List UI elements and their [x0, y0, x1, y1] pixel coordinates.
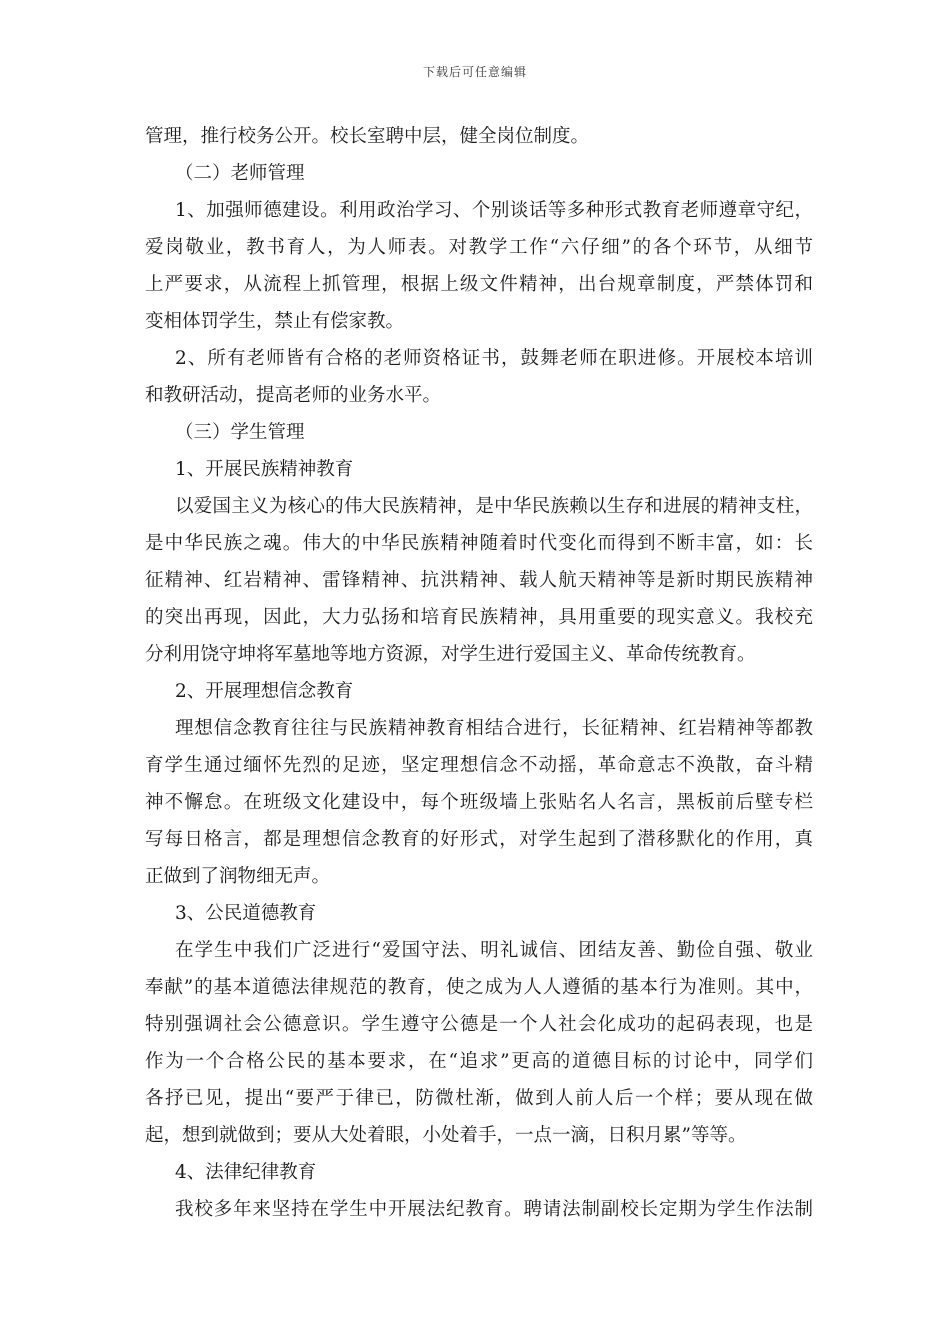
text-line: 以爱国主义为核心的伟大民族精神，是中华民族赖以生存和进展的精神支柱， — [175, 496, 813, 517]
text-line: 理想信念教育往往与民族精神教育相结合进行，长征精神、红岩精神等都教 — [175, 718, 813, 739]
text-line: 和教研活动，提高老师的业务水平。 — [145, 385, 442, 406]
text-line: 3、公民道德教育 — [175, 903, 317, 924]
text-line: 1、加强师德建设。利用政治学习、个别谈话等多种形式教育老师遵章守纪， — [175, 200, 813, 221]
page-header: 下载后可任意编辑 — [422, 65, 527, 79]
text-line: 征精神、红岩精神、雷锋精神、抗洪精神、载人航天精神等是新时期民族精神 — [145, 570, 813, 591]
text-line: 各抒已见，提出“要严于律已，防微杜渐，做到人前人后一个样；要从现在做 — [145, 1088, 813, 1109]
text-line: 管理，推行校务公开。校长室聘中层，健全岗位制度。 — [145, 126, 590, 147]
text-line: 我校多年来坚持在学生中开展法纪教育。聘请法制副校长定期为学生作法制 — [175, 1199, 813, 1220]
text-line: 育学生通过缅怀先烈的足迹，坚定理想信念不动摇，革命意志不涣散，奋斗精 — [145, 755, 813, 776]
text-line: 写每日格言，都是理想信念教育的好形式，对学生起到了潜移默化的作用，真 — [145, 829, 813, 850]
text-line: 爱岗敬业，教书育人，为人师表。对教学工作“六仔细”的各个环节，从细节 — [145, 237, 813, 258]
text-line: 上严要求，从流程上抓管理，根据上级文件精神，出台规章制度，严禁体罚和 — [145, 274, 813, 295]
text-line: 1、开展民族精神教育 — [175, 459, 354, 480]
text-line: 在学生中我们广泛进行“爱国守法、明礼诚信、团结友善、勤俭自强、敬业 — [175, 940, 813, 961]
text-line: 起，想到就做到；要从大处着眼，小处着手，一点一滴，日积月累”等等。 — [145, 1125, 747, 1146]
text-line: 正做到了润物细无声。 — [145, 866, 331, 887]
text-line: 2、开展理想信念教育 — [175, 681, 354, 702]
text-line: 作为一个合格公民的基本要求，在“追求”更高的道德目标的讨论中，同学们 — [145, 1051, 813, 1072]
text-line: 变相体罚学生，禁止有偿家教。 — [145, 311, 405, 332]
text-line: （三）学生管理 — [175, 422, 305, 443]
text-line: 神不懈怠。在班级文化建设中，每个班级墙上张贴名人名言，黑板前后壁专栏 — [145, 792, 813, 813]
text-line: 的突出再现，因此，大力弘扬和培育民族精神，具用重要的现实意义。我校充 — [145, 607, 813, 628]
text-line: （二）老师管理 — [175, 163, 305, 184]
text-line: 2、所有老师皆有合格的老师资格证书，鼓舞老师在职进修。开展校本培训 — [175, 348, 813, 369]
text-line: 奉献”的基本道德法律规范的教育，使之成为人人遵循的基本行为准则。其中， — [145, 977, 813, 998]
text-line: 分利用饶守坤将军墓地等地方资源，对学生进行爱国主义、革命传统教育。 — [145, 644, 756, 665]
text-line: 4、法律纪律教育 — [175, 1162, 317, 1183]
text-line: 是中华民族之魂。伟大的中华民族精神随着时代变化而得到不断丰富，如：长 — [145, 533, 813, 554]
text-line: 特别强调社会公德意识。学生遵守公德是一个人社会化成功的起码表现，也是 — [145, 1014, 813, 1035]
